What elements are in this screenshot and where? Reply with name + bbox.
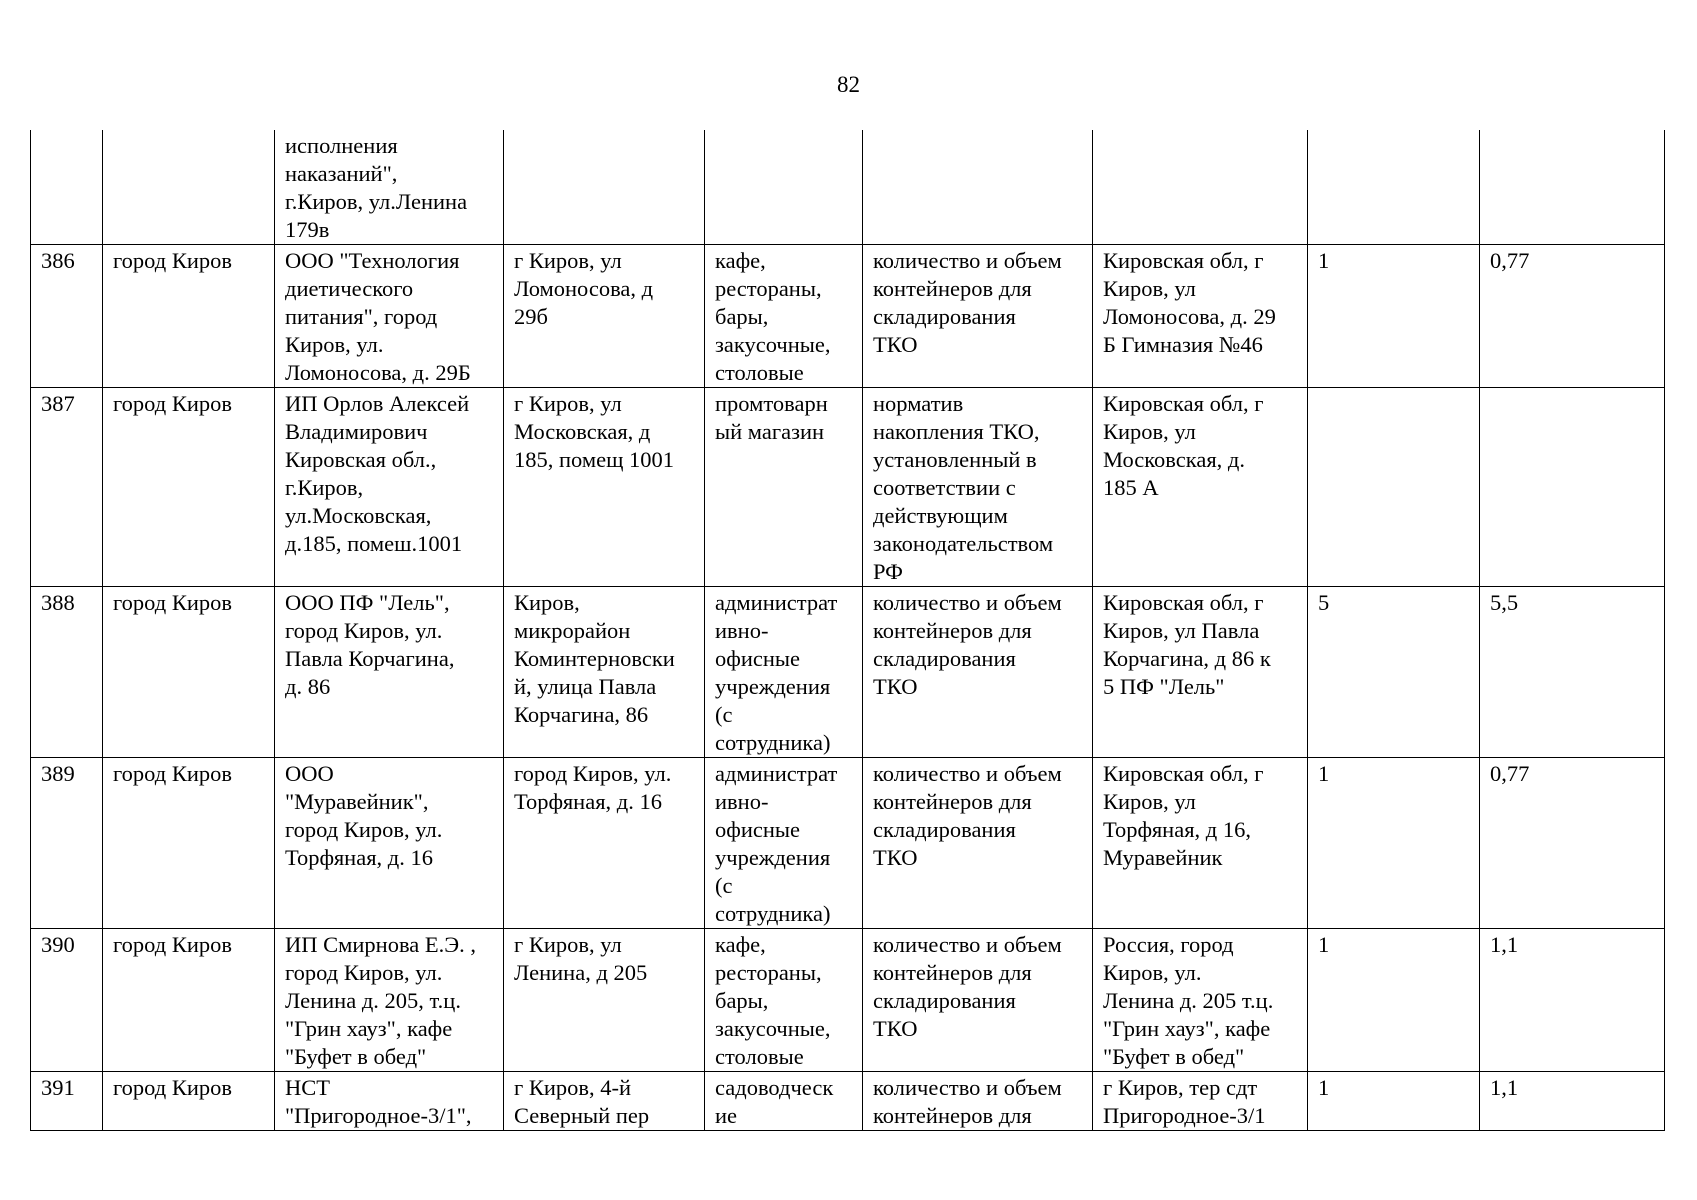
- cell-category: промтоварн ый магазин: [705, 388, 863, 587]
- cell-container-volume: 0,77: [1480, 758, 1665, 929]
- cell-waste-source: исполнения наказаний", г.Киров, ул.Ленина 179в: [275, 130, 504, 245]
- cell-source-address: город Киров, ул. Торфяная, д. 16: [504, 758, 705, 929]
- cell-municipality: [103, 130, 275, 245]
- cell-waste-source: ИП Смирнова Е.Э. , город Киров, ул. Ленина д. 205, т.ц. "Грин хауз", кафе "Буфет в обед": [275, 929, 504, 1072]
- cell-accounting-basis: количество и объем контейнеров для складирования ТКО: [863, 587, 1093, 758]
- cell-number: [31, 130, 103, 245]
- cell-accounting-basis: норматив накопления ТКО, установленный в соответствии с действующим законодательством РФ: [863, 388, 1093, 587]
- cell-collection-site: Кировская обл, г Киров, ул Ломоносова, д. 29 Б Гимназия №46: [1093, 245, 1308, 388]
- cell-category: администрат ивно- офисные учреждения (с сотрудника): [705, 587, 863, 758]
- cell-waste-source: ООО ПФ "Лель", город Киров, ул. Павла Корчагина, д. 86: [275, 587, 504, 758]
- cell-accounting-basis: количество и объем контейнеров для складирования ТКО: [863, 245, 1093, 388]
- cell-municipality: город Киров: [103, 388, 275, 587]
- cell-source-address: г Киров, 4-й Северный пер: [504, 1072, 705, 1131]
- cell-number: 389: [31, 758, 103, 929]
- cell-municipality: город Киров: [103, 587, 275, 758]
- cell-collection-site: г Киров, тер сдт Пригородное-3/1: [1093, 1072, 1308, 1131]
- cell-container-count: 5: [1308, 587, 1480, 758]
- cell-source-address: г Киров, ул Московская, д 185, помещ 1001: [504, 388, 705, 587]
- table-row: [31, 929, 1665, 1072]
- cell-container-volume: 1,1: [1480, 929, 1665, 1072]
- cell-category: кафе, рестораны, бары, закусочные, столовые: [705, 929, 863, 1072]
- table-row: [31, 587, 1665, 758]
- table-row: [31, 1072, 1665, 1131]
- cell-collection-site: Кировская обл, г Киров, ул Павла Корчагина, д 86 к 5 ПФ "Лель": [1093, 587, 1308, 758]
- cell-container-count: [1308, 130, 1480, 245]
- cell-accounting-basis: количество и объем контейнеров для складирования ТКО: [863, 758, 1093, 929]
- cell-number: 388: [31, 587, 103, 758]
- cell-category: [705, 130, 863, 245]
- cell-municipality: город Киров: [103, 245, 275, 388]
- cell-accounting-basis: количество и объем контейнеров для: [863, 1072, 1093, 1131]
- cell-waste-source: НСТ "Пригородное-3/1",: [275, 1072, 504, 1131]
- cell-container-count: 1: [1308, 758, 1480, 929]
- cell-category: садоводческ ие: [705, 1072, 863, 1131]
- cell-source-address: Киров, микрорайон Коминтерновски й, улица Павла Корчагина, 86: [504, 587, 705, 758]
- cell-source-address: г Киров, ул Ленина, д 205: [504, 929, 705, 1072]
- cell-container-volume: 0,77: [1480, 245, 1665, 388]
- table-row-continuation: [31, 130, 1665, 245]
- cell-source-address: г Киров, ул Ломоносова, д 29б: [504, 245, 705, 388]
- page-number: 82: [837, 72, 860, 97]
- cell-collection-site: Кировская обл, г Киров, ул Торфяная, д 16, Муравейник: [1093, 758, 1308, 929]
- table-row: [31, 245, 1665, 388]
- cell-waste-source: ООО "Технология диетического питания", город Киров, ул. Ломоносова, д. 29Б: [275, 245, 504, 388]
- table-row: [31, 388, 1665, 587]
- cell-municipality: город Киров: [103, 1072, 275, 1131]
- cell-container-count: [1308, 388, 1480, 587]
- cell-waste-source: ИП Орлов Алексей Владимирович Кировская обл., г.Киров, ул.Московская, д.185, помеш.1001: [275, 388, 504, 587]
- cell-municipality: город Киров: [103, 929, 275, 1072]
- cell-collection-site: [1093, 130, 1308, 245]
- table-row: [31, 758, 1665, 929]
- cell-container-volume: [1480, 130, 1665, 245]
- cell-number: 390: [31, 929, 103, 1072]
- cell-accounting-basis: [863, 130, 1093, 245]
- cell-category: кафе, рестораны, бары, закусочные, столовые: [705, 245, 863, 388]
- cell-category: администрат ивно- офисные учреждения (с сотрудника): [705, 758, 863, 929]
- waste-registry-table: [30, 130, 1665, 1131]
- cell-container-volume: 5,5: [1480, 587, 1665, 758]
- cell-number: 391: [31, 1072, 103, 1131]
- cell-source-address: [504, 130, 705, 245]
- cell-container-count: 1: [1308, 1072, 1480, 1131]
- cell-container-volume: 1,1: [1480, 1072, 1665, 1131]
- cell-container-count: 1: [1308, 245, 1480, 388]
- cell-container-volume: [1480, 388, 1665, 587]
- cell-waste-source: ООО "Муравейник", город Киров, ул. Торфяная, д. 16: [275, 758, 504, 929]
- cell-collection-site: Кировская обл, г Киров, ул Московская, д. 185 А: [1093, 388, 1308, 587]
- cell-container-count: 1: [1308, 929, 1480, 1072]
- cell-number: 387: [31, 388, 103, 587]
- cell-number: 386: [31, 245, 103, 388]
- cell-collection-site: Россия, город Киров, ул. Ленина д. 205 т.ц. "Грин хауз", кафе "Буфет в обед": [1093, 929, 1308, 1072]
- cell-accounting-basis: количество и объем контейнеров для складирования ТКО: [863, 929, 1093, 1072]
- cell-municipality: город Киров: [103, 758, 275, 929]
